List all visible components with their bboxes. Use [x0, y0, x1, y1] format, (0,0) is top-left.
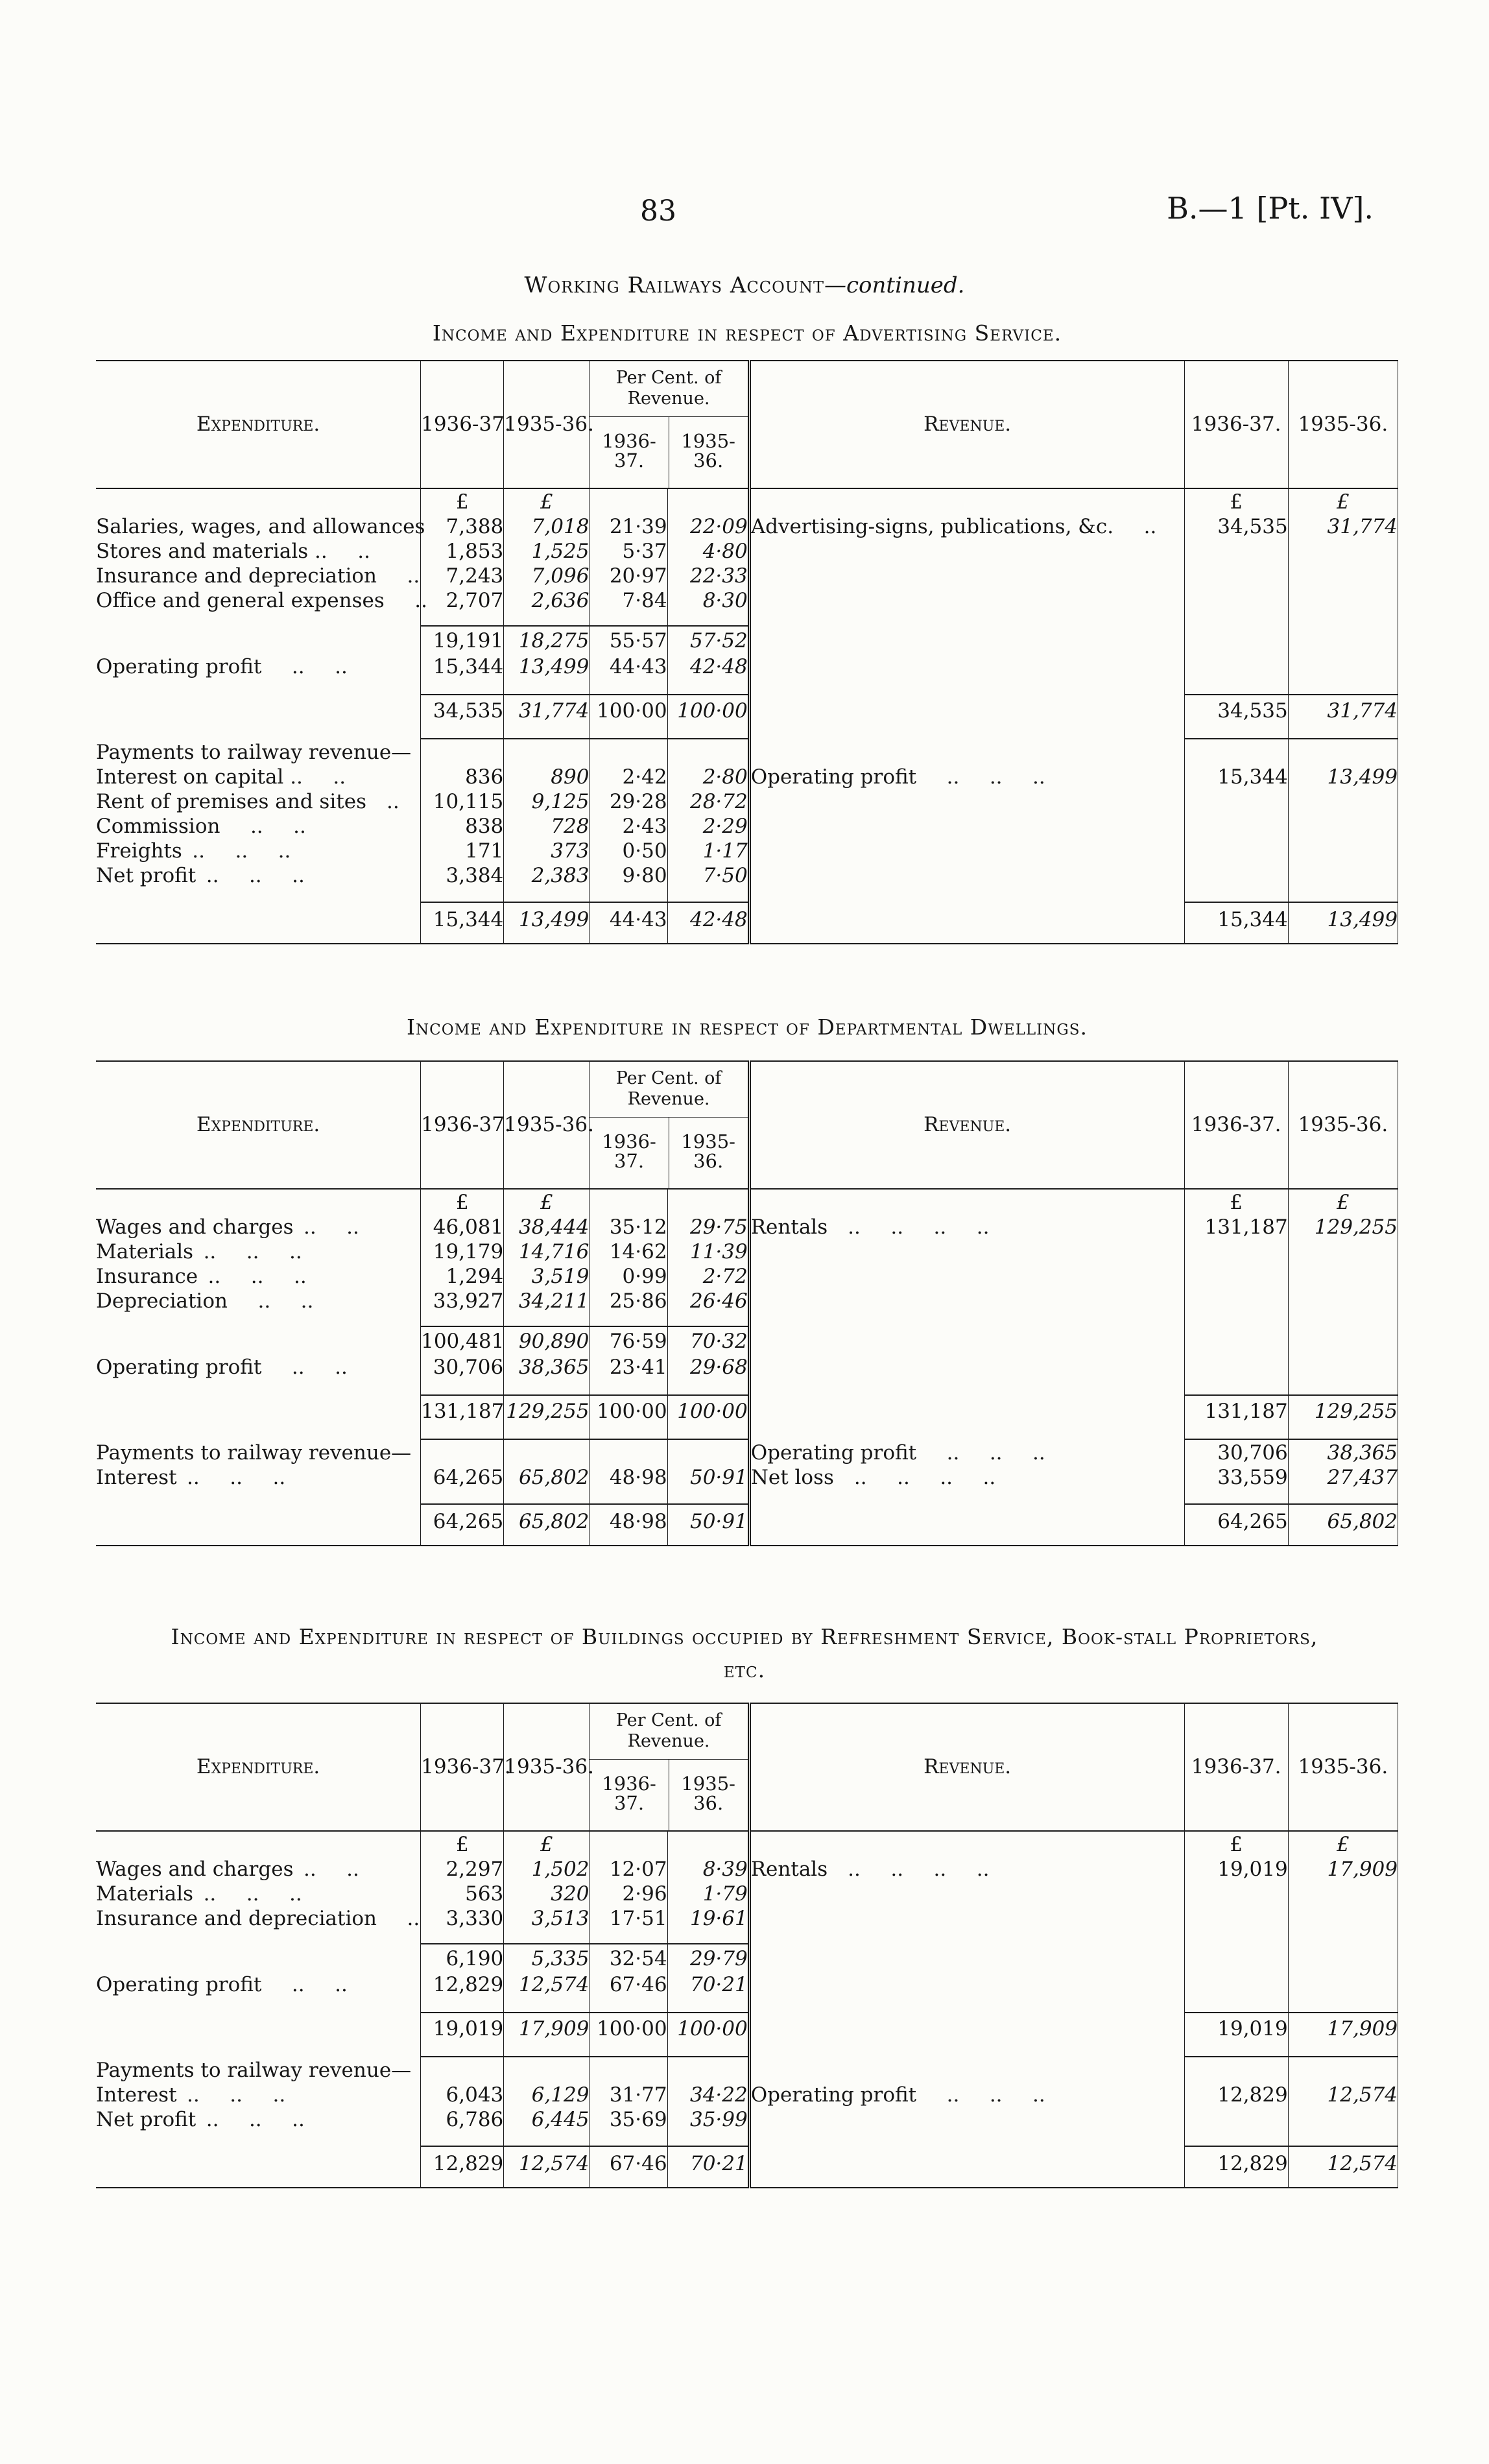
- table-header-row: [96, 1061, 1398, 1189]
- pound-sign: £: [421, 1831, 504, 1856]
- exp-subtotal-1936: 19,191: [421, 626, 504, 652]
- spacer-row: [96, 2175, 1398, 2188]
- percent-title: Per Cent. of Revenue.: [590, 1704, 747, 1760]
- rev-item-label: Operating profit .. .. ..: [749, 1439, 1184, 1464]
- table-row: Insurance and depreciation .. 7,243 7,096 20·97 22·33: [96, 562, 1398, 587]
- rev-value-1935: 31,774: [1288, 513, 1398, 538]
- pound-sign: £: [1288, 1189, 1398, 1214]
- exp-col-1936-37: 1936-37.: [421, 1061, 504, 1189]
- table-row: Rent of premises and sites .. 10,115 9,125 29·28 28·72: [96, 788, 1398, 813]
- table-row: Commission .. .. 838 728 2·43 2·29: [96, 813, 1398, 837]
- exp-total-1936: 34,535: [421, 695, 504, 722]
- exp-value-1935: 7,018: [504, 513, 590, 538]
- exp-total-1935: 31,774: [504, 695, 590, 722]
- exp-col-1935-36: 1935-36.: [504, 1703, 590, 1831]
- final-total-row: 64,265 65,802 48·98 50·91 64,265 65,802: [96, 1504, 1398, 1533]
- currency-row: [96, 1831, 1398, 1856]
- rev-total-1935: 31,774: [1288, 695, 1398, 722]
- table-row: Interest .. .. .. 64,265 65,802 48·98 50·91 Net loss .. .. .. .. 33,559 27,437: [96, 1464, 1398, 1489]
- payments-header-row: [96, 2057, 1398, 2081]
- spacer-row: [96, 2131, 1398, 2146]
- payments-header: Payments to railway revenue—: [96, 1441, 412, 1465]
- exp-col-1935-36: 1935-36.: [504, 1061, 590, 1189]
- expenditure-header: Expenditure.: [96, 1061, 421, 1189]
- table-header-row: [96, 1703, 1398, 1831]
- exp-item-label: Net profit .. .. ..: [96, 2108, 305, 2132]
- spacer-row: [96, 612, 1398, 626]
- refreshment-buildings-title: Income and Expenditure in respect of Buildings occupied by Refreshment Service, Book-stall Proprietors, etc.: [171, 1624, 1318, 1683]
- table-row: Freights .. .. .. 171 373 0·50 1·17: [96, 837, 1398, 862]
- table-row: Wages and charges .. .. 2,297 1,502 12·07 8·39 Rentals .. .. .. .. 19,019 17,909: [96, 1856, 1398, 1880]
- exp-item-label: Insurance .. .. ..: [96, 1265, 307, 1289]
- pound-sign: £: [504, 1189, 590, 1214]
- exp-subtotal-1935: 18,275: [504, 626, 590, 652]
- exp-item-label: Insurance and depreciation ..: [96, 1907, 420, 1931]
- rev-item-label: Net loss .. .. .. ..: [749, 1464, 1184, 1489]
- exp-item-label: Office and general expenses ..: [96, 589, 427, 613]
- subtotal-row: 100,481 90,890 76·59 70·32: [96, 1326, 1398, 1352]
- payments-header: Payments to railway revenue—: [96, 741, 412, 765]
- spacer-row: [96, 678, 1398, 695]
- rev-col-1936-37: 1936-37.: [1184, 361, 1288, 488]
- pct-col-1936-37: 1936-37.: [602, 429, 656, 472]
- exp-col-1936-37: 1936-37.: [421, 1703, 504, 1831]
- operating-profit-row: Operating profit .. .. 30,706 38,365 23·41 29·68: [96, 1352, 1398, 1378]
- table-row: Materials .. .. .. 563 320 2·96 1·79: [96, 1880, 1398, 1905]
- main-title: [0, 272, 1489, 298]
- spacer-row: [96, 1996, 1398, 2013]
- table-row: Net profit .. .. .. 6,786 6,445 35·69 35·99: [96, 2106, 1398, 2131]
- percent-years: [590, 417, 747, 488]
- rev-col-1936-37: 1936-37.: [1184, 1061, 1288, 1189]
- main-title-text: Working Railways Account: [524, 272, 825, 298]
- rev-final-total-1935: 13,499: [1288, 902, 1398, 931]
- pct-col-1936-37: 1936-37.: [602, 1772, 656, 1815]
- expenditure-header: Expenditure.: [96, 361, 421, 488]
- table-row: [96, 513, 1398, 538]
- payments-header-row: [96, 739, 1398, 763]
- spacer-row: [96, 887, 1398, 902]
- percent-years: [590, 1118, 747, 1188]
- table-row: Insurance .. .. .. 1,294 3,519 0·99 2·72: [96, 1263, 1398, 1287]
- exp-item-label: Interest .. .. ..: [96, 1466, 286, 1490]
- pound-sign: £: [1184, 488, 1288, 513]
- exp-item-label: Commission .. ..: [96, 815, 306, 839]
- advertising-service-title: Income and Expenditure in respect of Advertising Service.: [432, 320, 1062, 346]
- pct-col-1935-36: 1935-36.: [669, 417, 748, 488]
- currency-row: [96, 1189, 1398, 1214]
- departmental-dwellings-table: [96, 1060, 1398, 1546]
- pound-sign: £: [1288, 1831, 1398, 1856]
- exp-item-label: Materials .. .. ..: [96, 1882, 302, 1906]
- exp-final-total-1935: 13,499: [504, 902, 590, 931]
- pound-sign: £: [1184, 1189, 1288, 1214]
- expenditure-header: Expenditure.: [96, 1703, 421, 1831]
- percent-title: Per Cent. of Revenue.: [590, 361, 747, 417]
- exp-pct-1935: 22·09: [667, 513, 749, 538]
- exp-item-label: Stores and materials .. ..: [96, 540, 370, 564]
- table-row: Net profit .. .. .. 3,384 2,383 9·80 7·50: [96, 862, 1398, 887]
- operating-profit-row: Operating profit .. .. 12,829 12,574 67·46 70·21: [96, 1970, 1398, 1996]
- percent-of-revenue-header: [590, 361, 749, 488]
- pct-col-1935-36: 1935-36.: [669, 1118, 748, 1188]
- final-total-row: 15,344 13,499 44·43 42·48 15,344 13,499: [96, 902, 1398, 931]
- pound-sign: £: [1184, 1831, 1288, 1856]
- exp-item-label: Wages and charges .. ..: [96, 1215, 359, 1239]
- percent-years: [590, 1760, 747, 1830]
- exp-item-label: Freights .. .. ..: [96, 839, 291, 863]
- exp-item-label: Wages and charges .. ..: [96, 1858, 359, 1882]
- table-row: Stores and materials .. .. 1,853 1,525 5·37 4·80: [96, 538, 1398, 562]
- total-row: 34,535 31,774 100·00 100·00 34,535 31,774: [96, 695, 1398, 722]
- exp-item-label: Interest .. .. ..: [96, 2083, 286, 2107]
- departmental-dwellings-title: Income and Expenditure in respect of Departmental Dwellings.: [406, 1014, 1088, 1040]
- page-number: 83: [640, 195, 676, 228]
- rev-col-1935-36: 1935-36.: [1288, 1061, 1398, 1189]
- spacer-row: [96, 1312, 1398, 1326]
- total-row: 19,019 17,909 100·00 100·00 19,019 17,909: [96, 2013, 1398, 2040]
- table-row: Interest .. .. .. 6,043 6,129 31·77 34·22 Operating profit .. .. .. 12,829 12,574: [96, 2081, 1398, 2106]
- rev-final-total-1936: 15,344: [1184, 902, 1288, 931]
- table-row: Wages and charges .. .. 46,081 38,444 35·12 29·75 Rentals .. .. .. .. 131,187 129,255: [96, 1214, 1398, 1238]
- operating-profit-row: Operating profit .. .. 15,344 13,499 44·43 42·48: [96, 652, 1398, 678]
- refreshment-buildings-table: [96, 1703, 1398, 2188]
- table-row: Depreciation .. .. 33,927 34,211 25·86 26·46: [96, 1287, 1398, 1312]
- exp-item-label: Interest on capital .. ..: [96, 765, 346, 789]
- total-row: 131,187 129,255 100·00 100·00 131,187 129,255: [96, 1395, 1398, 1422]
- exp-col-1936-37: 1936-37.: [421, 361, 504, 488]
- payments-header: Payments to railway revenue—: [96, 2059, 412, 2083]
- exp-final-total-1936: 15,344: [421, 902, 504, 931]
- exp-col-1935-36: 1935-36.: [504, 361, 590, 488]
- final-total-row: 12,829 12,574 67·46 70·21 12,829 12,574: [96, 2146, 1398, 2175]
- exp-item-label: Depreciation .. ..: [96, 1289, 314, 1313]
- spacer-row: [96, 1378, 1398, 1395]
- table-row: Materials .. .. .. 19,179 14,716 14·62 11·39: [96, 1238, 1398, 1263]
- spacer-row: [96, 2040, 1398, 2057]
- exp-item-label: Operating profit .. ..: [96, 1356, 348, 1380]
- rev-item-label: Rentals .. .. .. ..: [749, 1214, 1184, 1238]
- advertising-service-table: [96, 360, 1398, 944]
- table-row: Interest on capital .. .. 836 890 2·42 2·80 Operating profit .. .. .. 15,344 13,499: [96, 763, 1398, 788]
- exp-item-label: Operating profit .. ..: [96, 1973, 348, 1997]
- pound-sign: £: [504, 1831, 590, 1856]
- exp-item-label: Insurance and depreciation ..: [96, 564, 420, 588]
- revenue-header: Revenue.: [749, 361, 1184, 488]
- pound-sign: £: [504, 488, 590, 513]
- subtotal-row: 6,190 5,335 32·54 29·79: [96, 1944, 1398, 1970]
- rev-col-1935-36: 1935-36.: [1288, 1703, 1398, 1831]
- rev-item-label: Operating profit .. .. ..: [749, 763, 1184, 788]
- rev-item-label: Operating profit .. .. ..: [749, 2081, 1184, 2106]
- document-reference: B.—1 [Pt. IV].: [1167, 191, 1374, 226]
- rev-item-label: Advertising-signs, publications, &c. ..: [749, 513, 1184, 538]
- payments-header-row: Payments to railway revenue— Operating profit .. .. .. 30,706 38,365: [96, 1439, 1398, 1464]
- percent-of-revenue-header: [590, 1703, 749, 1831]
- spacer-row: [96, 1422, 1398, 1439]
- rev-col-1936-37: 1936-37.: [1184, 1703, 1288, 1831]
- percent-title: Per Cent. of Revenue.: [590, 1062, 747, 1118]
- exp-item-label: Salaries, wages, and allowances: [96, 515, 425, 539]
- exp-item-label: Operating profit .. ..: [96, 655, 348, 679]
- pct-col-1936-37: 1936-37.: [602, 1130, 656, 1173]
- exp-item-label: Materials .. .. ..: [96, 1240, 302, 1264]
- rev-col-1935-36: 1935-36.: [1288, 361, 1398, 488]
- pound-sign: £: [421, 488, 504, 513]
- exp-item-label: Rent of premises and sites ..: [96, 790, 399, 814]
- pct-col-1935-36: 1935-36.: [669, 1760, 748, 1830]
- spacer-row: [96, 1533, 1398, 1546]
- spacer-row: [96, 1489, 1398, 1504]
- spacer-row: [96, 722, 1398, 739]
- spacer-row: [96, 931, 1398, 944]
- exp-item-label: Net profit .. .. ..: [96, 864, 305, 888]
- pound-sign: £: [1288, 488, 1398, 513]
- subtotal-row: 19,191 18,275 55·57 57·52: [96, 626, 1398, 652]
- table-header-row: [96, 361, 1398, 488]
- revenue-header: Revenue.: [749, 1703, 1184, 1831]
- exp-value-1936: 7,388: [421, 513, 504, 538]
- percent-of-revenue-header: [590, 1061, 749, 1189]
- rev-value-1936: 34,535: [1184, 513, 1288, 538]
- main-title-continued: —continued.: [824, 272, 965, 298]
- rev-item-label: Rentals .. .. .. ..: [749, 1856, 1184, 1880]
- table-row: Office and general expenses .. 2,707 2,636 7·84 8·30: [96, 587, 1398, 612]
- spacer-row: [96, 1930, 1398, 1944]
- table-row: Insurance and depreciation .. 3,330 3,513 17·51 19·61: [96, 1905, 1398, 1930]
- rev-total-1936: 34,535: [1184, 695, 1288, 722]
- pound-sign: £: [421, 1189, 504, 1214]
- currency-row: [96, 488, 1398, 513]
- exp-pct-1936: 21·39: [590, 513, 667, 538]
- revenue-header: Revenue.: [749, 1061, 1184, 1189]
